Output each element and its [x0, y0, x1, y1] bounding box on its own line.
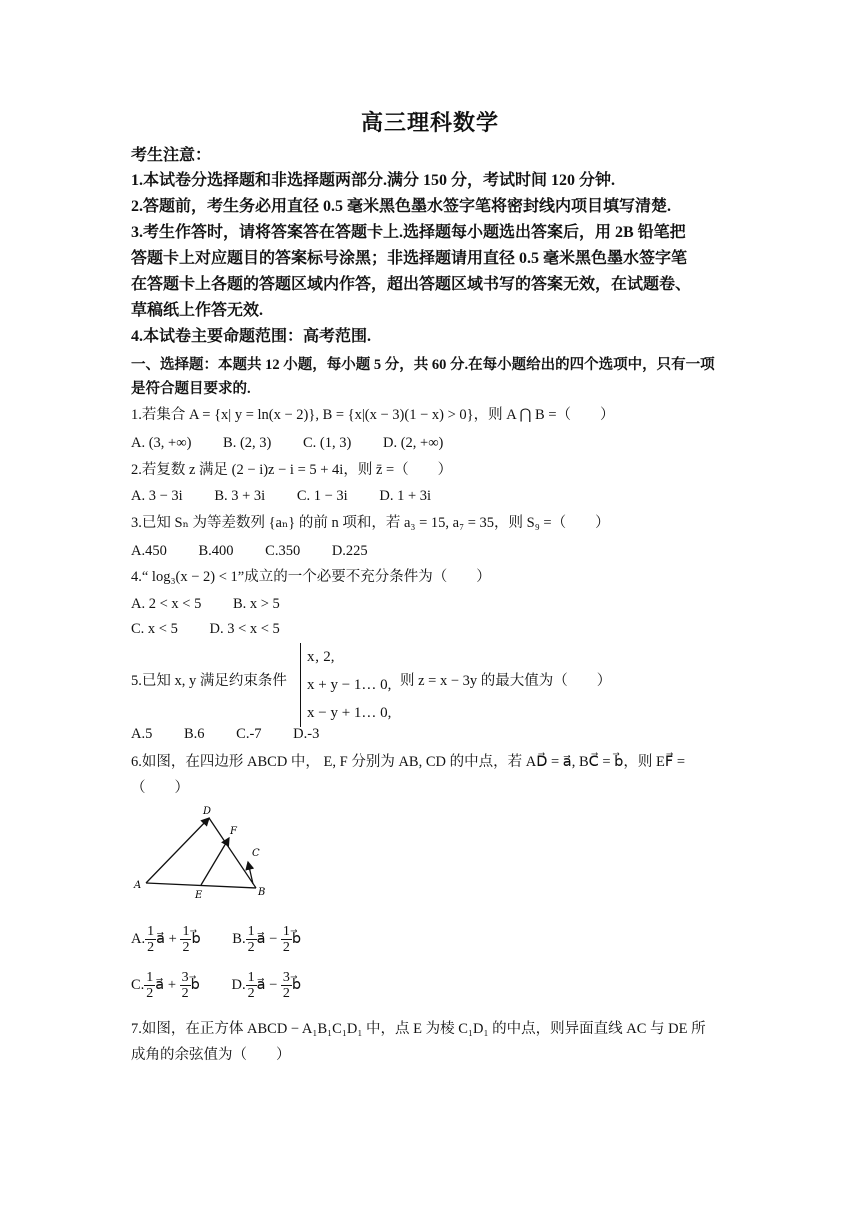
- notice-item: 2.答题前，考生务必用直径 0.5 毫米黑色墨水签字笔将密封线内项目填写清楚.: [131, 198, 672, 215]
- question-4-stem: 4.“ log₃(x − 2) < 1”成立的一个必要不充分条件为（ ）: [131, 569, 491, 585]
- question-1-stem: 1.若集合 A = {x| y = ln(x − 2)}, B = {x|(x − 3)(1 − x) > 0}，则 A ⋂ B =（ ）: [131, 407, 615, 423]
- notice-item: 1.本试卷分选择题和非选择题两部分.满分 150 分，考试时间 120 分钟.: [131, 172, 616, 189]
- label-b: B: [258, 887, 266, 898]
- question-5-suffix: 则 z = x − 3y 的最大值为（ ）: [400, 673, 612, 689]
- option-c: C. x < 5: [131, 621, 178, 637]
- option-b: B. x > 5: [232, 596, 280, 612]
- question-3-options: [131, 541, 396, 561]
- label-c: C: [252, 848, 260, 859]
- question-4-options-row-2: [131, 619, 308, 639]
- question-6-paren: （ ）: [131, 780, 189, 796]
- label-a: A: [134, 880, 142, 891]
- question-3-stem: 3.已知 Sₙ 为等差数列 {aₙ} 的前 n 项和，若 a₃ = 15, a₇ = 35，则 S₉ =（ ）: [131, 515, 610, 531]
- question-2-stem: 2.若复数 z 满足 (2 − i)z − i = 5 + 4i，则 z̄ =（ ）: [131, 462, 453, 478]
- notice-item: 草稿纸上作答无效.: [131, 302, 264, 319]
- option-a: A. (3, +∞): [131, 435, 192, 451]
- vector-ef: [201, 838, 229, 885]
- question-6-stem: 6.如图，在四边形 ABCD 中， E, F 分别为 AB, CD 的中点，若 AD⃗ = a⃗, BC⃗ = b⃗，则 EF⃗ =: [131, 754, 685, 770]
- question-2-options: [131, 486, 459, 506]
- option-c: C.-7: [236, 726, 262, 742]
- question-7-stem: 7.如图，在正方体 ABCD − A₁B₁C₁D₁ 中，点 E 为棱 C₁D₁ 的中点，则异面直线 AC 与 DE 所: [131, 1021, 706, 1037]
- option-c: C. (1, 3): [303, 435, 352, 451]
- question-1-options: [131, 433, 471, 453]
- option-d: D. (2, +∞): [382, 435, 444, 451]
- quadrilateral-figure: [131, 800, 271, 900]
- question-7-stem-cont: 成角的余弦值为（ ）: [131, 1047, 291, 1063]
- section-instruction: 是符合题目要求的.: [131, 381, 251, 397]
- notice-item: 3.考生作答时，请将答案答在答题卡上.选择题每小题选出答案后，用 2B 铅笔把: [131, 224, 686, 241]
- option-d: D. 1 + 3i: [379, 488, 432, 504]
- notice-item: 答题卡上对应题目的答案标号涂黑；非选择题请用直径 0.5 毫米黑色墨水签字笔: [131, 250, 688, 267]
- option-d: D. $\frac{1}{2}$ a⃗ − $\frac{3}{2}$ b⃗: [231, 970, 302, 1002]
- option-d: D.225: [331, 543, 368, 559]
- option-a: A.450: [131, 543, 167, 559]
- label-d: D: [203, 806, 212, 817]
- option-a: A. 3 − 3i: [131, 488, 183, 504]
- question-4-options-row-1: [131, 594, 308, 614]
- question-6-options-row-2: [131, 968, 329, 1002]
- section-instruction: 一、选择题：本题共 12 小题，每小题 5 分，共 60 分.在每小题给出的四个选项中，只有一项: [131, 357, 715, 373]
- question-5-prefix: 5.已知 x, y 满足约束条件: [131, 673, 287, 689]
- constraint-system: [300, 643, 391, 727]
- option-b: B. (2, 3): [223, 435, 272, 451]
- notice-item: 在答题卡上各题的答题区域内作答，超出答题区域书写的答案无效，在试题卷、: [131, 276, 692, 293]
- constraint-line: x‚ 2,: [307, 649, 335, 665]
- option-b: B.400: [198, 543, 234, 559]
- option-a: A.5: [131, 726, 153, 742]
- constraint-line: x − y + 1… 0,: [307, 705, 392, 721]
- option-c: C.350: [265, 543, 301, 559]
- option-b: B.6: [183, 726, 205, 742]
- question-5-options: [131, 724, 347, 744]
- option-d: D.-3: [293, 726, 320, 742]
- label-e: E: [195, 890, 203, 900]
- option-c: C. $\frac{1}{2}$ a⃗ + $\frac{3}{2}$ b⃗: [131, 970, 200, 1002]
- question-6-options-row-1: [131, 922, 329, 956]
- notice-heading: 考生注意：: [131, 147, 212, 164]
- notice-item: 4.本试卷主要命题范围：高考范围.: [131, 328, 372, 345]
- vector-ad: [146, 818, 209, 883]
- constraint-line: x + y − 1… 0,: [307, 677, 392, 693]
- page-title: 高三理科数学: [360, 110, 499, 135]
- option-d: D. 3 < x < 5: [209, 621, 280, 637]
- option-b: B. 3 + 3i: [214, 488, 266, 504]
- option-c: C. 1 − 3i: [296, 488, 348, 504]
- option-a: A. $\frac{1}{2}$ a⃗ + $\frac{1}{2}$ b⃗: [131, 924, 201, 956]
- label-f: F: [230, 826, 237, 837]
- option-a: A. 2 < x < 5: [131, 596, 202, 612]
- option-b: B. $\frac{1}{2}$ a⃗ − $\frac{1}{2}$ b⃗: [232, 924, 302, 956]
